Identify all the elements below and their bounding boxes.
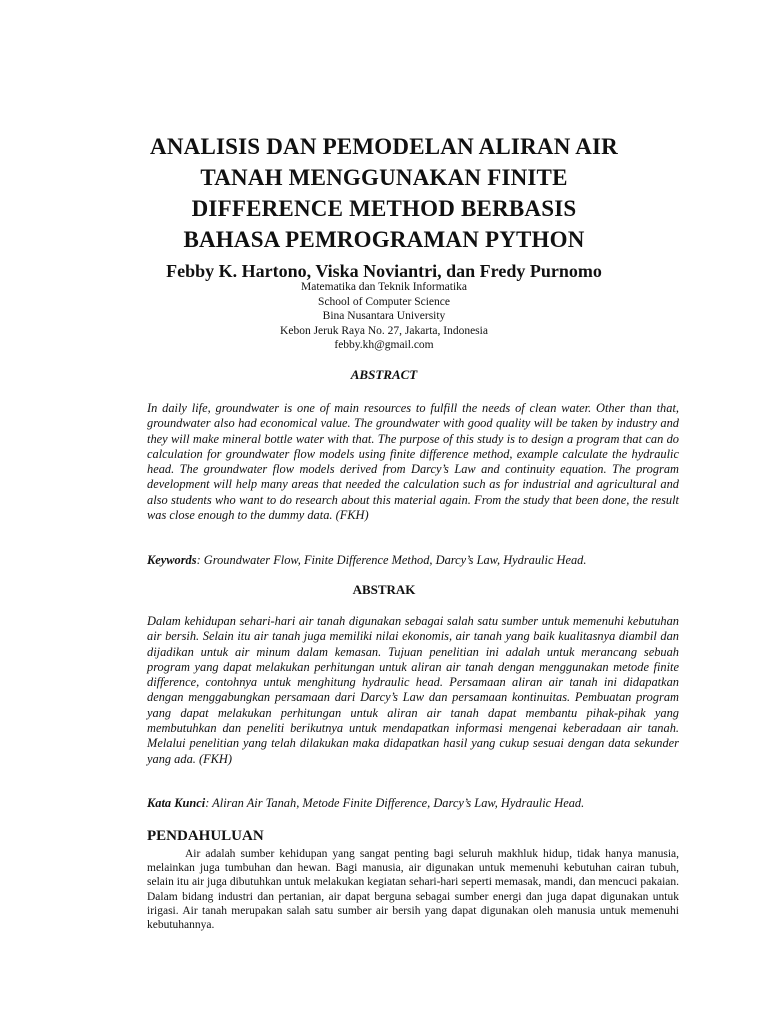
title-line: ANALISIS DAN PEMODELAN ALIRAN AIR xyxy=(150,134,618,159)
title-line: TANAH MENGGUNAKAN FINITE xyxy=(200,165,568,190)
abstract-heading: ABSTRACT xyxy=(350,367,418,382)
keywords-line xyxy=(147,553,679,568)
keywords-label: Keywords xyxy=(147,553,197,567)
title-line: DIFFERENCE METHOD BERBASIS xyxy=(191,196,577,221)
kata-kunci-line xyxy=(147,796,679,811)
abstract-text: In daily life, groundwater is one of main resources to fulfill the needs of clean water. Other than that, groundwater also had economical value. The groundwater with good quality will be taken by industry and they will make mineral bottle water with that. The purpose of this study is to design a program that can do calculation for groundwater flow models using finite difference method, example calculate the hydraulic head. The groundwater flow models derived from Darcy’s Law and continuity equation. The program development will help many areas that needed the calculation such as for industrial and agricultural and also students who want to do research about this material again. From the study that been done, the result was close enough to the dummy data. (FKH) xyxy=(147,401,679,523)
author-email: febby.kh@gmail.com xyxy=(334,339,434,351)
abstrak-text: Dalam kehidupan sehari-hari air tanah digunakan sebagai salah satu sumber untuk memenuhi kebutuhan air bersih. Selain itu air tanah juga memiliki nilai ekonomis, air tanah yang baik kualitasnya diambil dan dijadikan untuk air minum dalam kemasan. Tujuan penelitian ini adalah untuk merancang sebuah program yang dapat melakukan perhitungan untuk aliran air tanah dengan menggunakan metode finite difference, contohnya untuk menghitung hydraulic head. Persamaan aliran air tanah ini didapatkan dengan menggabungkan persamaan dari Darcy’s Law dan persamaan kontinuitas. Pembuatan program yang dapat melakukan perhitungan untuk aliran air tanah dapat membantu pihak-pihak yang membutuhkan dan peneliti berikutnya untuk mendapatkan informasi mengenai keberadaan air tanah. Melalui penelitian yang telah dilakukan maka didapatkan hasil yang cukup sesuai dengan data sekunder yang ada. (FKH) xyxy=(147,614,679,766)
affiliation-block xyxy=(180,280,588,353)
title-line: BAHASA PEMROGRAMAN PYTHON xyxy=(183,227,585,252)
affiliation-department: Matematika dan Teknik Informatika xyxy=(301,281,467,293)
introduction-paragraph: Air adalah sumber kehidupan yang sangat penting bagi seluruh makhluk hidup, tidak hanya manusia, melainkan juga tumbuhan dan hewan. Bagi manusia, air digunakan untuk memenuhi kebutuhan cairan tubuh, selain itu air juga dibutuhkan untuk melakukan kegiatan sehari-hari seperti memasak, mandi, dan mencuci pakaian. Dalam bidang industri dan pertanian, air dapat berguna sebagai sumber energi dan juga dapat digunakan untuk irigasi. Air tanah merupakan salah satu sumber air bersih yang dapat digunakan oleh manusia untuk memenuhi kebutuhannya. xyxy=(147,848,679,932)
affiliation-school: School of Computer Science xyxy=(318,295,450,308)
keywords-text: : Groundwater Flow, Finite Difference Method, Darcy’s Law, Hydraulic Head. xyxy=(196,553,587,567)
author-list: Febby K. Hartono, Viska Noviantri, dan Fredy Purnomo xyxy=(166,261,602,281)
abstrak-heading: ABSTRAK xyxy=(352,582,416,597)
kata-kunci-text: : Aliran Air Tanah, Metode Finite Difference, Darcy’s Law, Hydraulic Head. xyxy=(205,796,585,810)
affiliation-university: Bina Nusantara University xyxy=(322,310,446,322)
paper-title xyxy=(100,131,668,255)
affiliation-address: Kebon Jeruk Raya No. 27, Jakarta, Indonesia xyxy=(280,324,488,337)
section-heading-pendahuluan: PENDAHULUAN xyxy=(147,828,264,844)
kata-kunci-label: Kata Kunci xyxy=(147,796,206,810)
